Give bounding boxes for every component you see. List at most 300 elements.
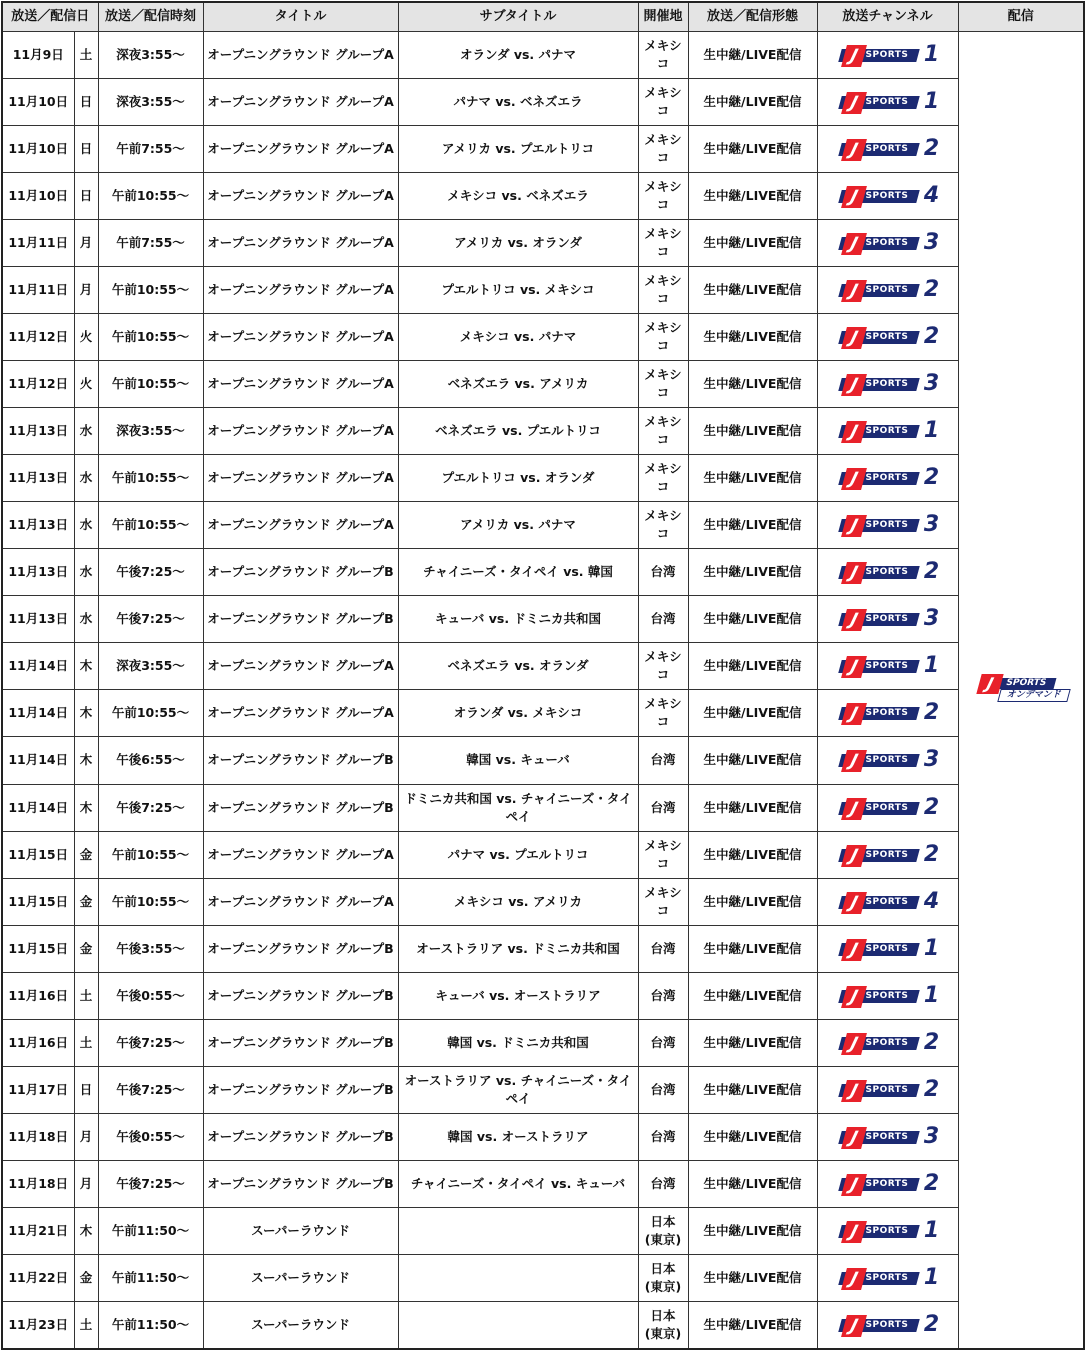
logo-j: J — [841, 327, 867, 349]
cell-time: 午後0:55～ — [98, 972, 203, 1019]
ondemand-text: オンデマンド — [997, 689, 1070, 702]
logo-text: SPORTS — [865, 1273, 909, 1284]
cell-channel — [817, 125, 958, 172]
logo-j: J — [841, 845, 867, 867]
cell-format: 生中継/LIVE配信 — [688, 1019, 817, 1066]
cell-title: オープニングラウンド グループA — [203, 78, 398, 125]
logo-text: SPORTS — [865, 1131, 909, 1142]
j-sports-logo-icon — [836, 940, 918, 958]
cell-title: オープニングラウンド グループA — [203, 690, 398, 737]
cell-channel — [817, 266, 958, 313]
cell-weekday: 木 — [74, 1208, 98, 1255]
channel-number: 2 — [923, 841, 940, 867]
cell-channel — [817, 1208, 958, 1255]
logo-j: J — [841, 798, 867, 820]
cell-subtitle: キューバ vs. ドミニカ共和国 — [398, 596, 638, 643]
logo-j: J — [841, 703, 867, 725]
cell-subtitle: オーストラリア vs. ドミニカ共和国 — [398, 925, 638, 972]
logo-j: J — [841, 562, 867, 584]
j-sports-logo-icon — [836, 1081, 918, 1099]
table-row — [2, 31, 1084, 78]
channel-number: 3 — [923, 1123, 940, 1149]
cell-weekday: 土 — [74, 31, 98, 78]
cell-time: 午前10:55～ — [98, 690, 203, 737]
cell-format: 生中継/LIVE配信 — [688, 878, 817, 925]
j-sports-channel-logo — [836, 370, 940, 398]
j-sports-channel-logo — [836, 888, 940, 916]
logo-j: J — [841, 609, 867, 631]
j-sports-channel-logo — [836, 229, 940, 257]
j-sports-ondemand-logo-icon — [971, 670, 1071, 704]
cell-subtitle: メキシコ vs. ベネズエラ — [398, 172, 638, 219]
cell-format: 生中継/LIVE配信 — [688, 737, 817, 784]
cell-weekday: 木 — [74, 643, 98, 690]
j-sports-logo-icon — [836, 46, 918, 64]
cell-venue: メキシコ — [638, 266, 688, 313]
cell-subtitle — [398, 1208, 638, 1255]
logo-text: SPORTS — [865, 378, 909, 389]
cell-time: 午前7:55～ — [98, 125, 203, 172]
cell-subtitle: ベネズエラ vs. オランダ — [398, 643, 638, 690]
header-date: 放送／配信日 — [2, 2, 98, 31]
channel-number: 2 — [923, 559, 940, 585]
cell-subtitle: プエルトリコ vs. メキシコ — [398, 266, 638, 313]
channel-number: 2 — [923, 1076, 940, 1102]
j-sports-channel-logo — [836, 417, 940, 445]
cell-weekday: 月 — [74, 1161, 98, 1208]
cell-channel — [817, 1113, 958, 1160]
logo-j: J — [841, 1268, 867, 1290]
cell-date: 11月15日 — [2, 878, 74, 925]
j-sports-logo-icon — [836, 610, 918, 631]
channel-number: 1 — [923, 653, 940, 679]
table-row — [2, 1066, 1084, 1113]
channel-number: 3 — [923, 512, 940, 538]
cell-time: 午後7:25～ — [98, 549, 203, 596]
cell-venue: メキシコ — [638, 172, 688, 219]
cell-title: オープニングラウンド グループA — [203, 313, 398, 360]
header-subtitle: サブタイトル — [398, 2, 638, 31]
channel-number: 2 — [923, 700, 940, 726]
cell-venue: 台湾 — [638, 925, 688, 972]
logo-text: SPORTS — [865, 943, 909, 954]
cell-format: 生中継/LIVE配信 — [688, 690, 817, 737]
cell-date: 11月13日 — [2, 549, 74, 596]
cell-channel — [817, 690, 958, 737]
channel-number: 1 — [923, 418, 940, 444]
j-sports-channel-logo — [836, 699, 940, 727]
logo-text: SPORTS — [865, 802, 909, 813]
header-channel: 放送チャンネル — [817, 2, 958, 31]
cell-title: オープニングラウンド グループA — [203, 266, 398, 313]
cell-weekday: 月 — [74, 266, 98, 313]
cell-subtitle: プエルトリコ vs. オランダ — [398, 455, 638, 502]
cell-venue: 台湾 — [638, 1066, 688, 1113]
j-sports-channel-logo — [836, 1029, 940, 1057]
j-sports-logo-icon — [836, 893, 918, 911]
cell-time: 午前10:55～ — [98, 172, 203, 219]
j-sports-channel-logo — [836, 841, 940, 869]
cell-time: 深夜3:55～ — [98, 78, 203, 125]
logo-j: J — [841, 280, 867, 302]
cell-weekday: 金 — [74, 878, 98, 925]
table-row — [2, 925, 1084, 972]
header-venue: 開催地 — [638, 2, 688, 31]
j-sports-logo-icon — [836, 187, 918, 205]
cell-venue: メキシコ — [638, 690, 688, 737]
j-sports-channel-logo — [836, 652, 940, 680]
logo-text: SPORTS — [865, 896, 909, 907]
j-sports-logo-icon — [836, 987, 918, 1005]
cell-subtitle: ベネズエラ vs. プエルトリコ — [398, 408, 638, 455]
cell-date: 11月14日 — [2, 690, 74, 737]
cell-date: 11月10日 — [2, 125, 74, 172]
cell-subtitle: オランダ vs. パナマ — [398, 31, 638, 78]
table-row — [2, 784, 1084, 831]
cell-time: 午前10:55～ — [98, 831, 203, 878]
cell-weekday: 土 — [74, 1019, 98, 1066]
cell-date: 11月15日 — [2, 831, 74, 878]
table-row — [2, 1113, 1084, 1160]
cell-venue: 台湾 — [638, 737, 688, 784]
cell-venue: 日本 (東京) — [638, 1302, 688, 1349]
cell-date: 11月9日 — [2, 31, 74, 78]
cell-format: 生中継/LIVE配信 — [688, 1302, 817, 1349]
cell-subtitle — [398, 1255, 638, 1302]
channel-number: 1 — [923, 1265, 940, 1291]
channel-number: 2 — [923, 794, 940, 820]
channel-number: 2 — [923, 465, 940, 491]
cell-format: 生中継/LIVE配信 — [688, 408, 817, 455]
header-time: 放送／配信時刻 — [98, 2, 203, 31]
cell-format: 生中継/LIVE配信 — [688, 972, 817, 1019]
cell-channel — [817, 408, 958, 455]
j-sports-logo-icon — [836, 422, 918, 443]
cell-date: 11月14日 — [2, 643, 74, 690]
table-row — [2, 455, 1084, 502]
cell-weekday: 木 — [74, 784, 98, 831]
cell-venue: メキシコ — [638, 643, 688, 690]
cell-weekday: 日 — [74, 78, 98, 125]
cell-date: 11月14日 — [2, 784, 74, 831]
cell-title: オープニングラウンド グループA — [203, 831, 398, 878]
cell-channel — [817, 78, 958, 125]
cell-format: 生中継/LIVE配信 — [688, 1066, 817, 1113]
logo-text: SPORTS — [865, 567, 909, 578]
j-sports-channel-logo — [836, 276, 940, 304]
cell-title: オープニングラウンド グループA — [203, 219, 398, 266]
cell-format: 生中継/LIVE配信 — [688, 172, 817, 219]
logo-text: SPORTS — [865, 849, 909, 860]
cell-venue: メキシコ — [638, 313, 688, 360]
cell-title: オープニングラウンド グループA — [203, 878, 398, 925]
channel-number: 3 — [923, 747, 940, 773]
j-sports-logo-icon — [836, 1222, 918, 1243]
cell-time: 午前10:55～ — [98, 266, 203, 313]
j-sports-channel-logo — [836, 558, 940, 586]
cell-venue: 台湾 — [638, 596, 688, 643]
table-row — [2, 972, 1084, 1019]
cell-format: 生中継/LIVE配信 — [688, 1161, 817, 1208]
table-row — [2, 219, 1084, 266]
cell-title: オープニングラウンド グループB — [203, 737, 398, 784]
channel-number: 1 — [923, 41, 940, 67]
table-row — [2, 313, 1084, 360]
j-sports-logo-icon — [836, 234, 918, 252]
j-sports-logo-icon — [836, 469, 918, 490]
header-row — [2, 2, 1084, 31]
cell-weekday: 水 — [74, 549, 98, 596]
cell-title: スーパーラウンド — [203, 1255, 398, 1302]
j-sports-channel-logo — [836, 135, 940, 163]
cell-title: オープニングラウンド グループB — [203, 549, 398, 596]
cell-channel — [817, 878, 958, 925]
logo-text: SPORTS — [865, 473, 909, 484]
cell-venue: メキシコ — [638, 219, 688, 266]
cell-time: 午前10:55～ — [98, 313, 203, 360]
channel-number: 2 — [923, 1171, 940, 1197]
j-sports-channel-logo — [836, 88, 940, 116]
logo-text: SPORTS — [865, 237, 909, 248]
cell-subtitle: キューバ vs. オーストラリア — [398, 972, 638, 1019]
table-row — [2, 737, 1084, 784]
cell-weekday: 日 — [74, 125, 98, 172]
table-row — [2, 172, 1084, 219]
broadcast-schedule-table — [1, 1, 1085, 1350]
j-sports-logo-icon — [836, 140, 918, 158]
cell-channel — [817, 784, 958, 831]
cell-date: 11月13日 — [2, 408, 74, 455]
j-sports-logo-icon — [836, 328, 918, 346]
table-row — [2, 78, 1084, 125]
j-sports-channel-logo — [836, 1123, 940, 1151]
cell-time: 午後7:25～ — [98, 1019, 203, 1066]
cell-subtitle: 韓国 vs. ドミニカ共和国 — [398, 1019, 638, 1066]
cell-date: 11月17日 — [2, 1066, 74, 1113]
j-sports-channel-logo — [836, 1076, 940, 1104]
cell-time: 午前11:50～ — [98, 1255, 203, 1302]
j-sports-channel-logo — [836, 182, 940, 210]
cell-weekday: 土 — [74, 972, 98, 1019]
j-sports-channel-logo — [836, 511, 940, 539]
logo-j: J — [841, 374, 867, 396]
header-title: タイトル — [203, 2, 398, 31]
table-row — [2, 125, 1084, 172]
table-row — [2, 1302, 1084, 1349]
cell-format: 生中継/LIVE配信 — [688, 925, 817, 972]
cell-subtitle: チャイニーズ・タイペイ vs. キューバ — [398, 1161, 638, 1208]
cell-format: 生中継/LIVE配信 — [688, 549, 817, 596]
channel-number: 3 — [923, 229, 940, 255]
logo-j: J — [841, 1315, 867, 1337]
cell-channel — [817, 831, 958, 878]
table-row — [2, 549, 1084, 596]
logo-j: J — [841, 750, 867, 772]
cell-format: 生中継/LIVE配信 — [688, 360, 817, 407]
j-sports-channel-logo — [836, 935, 940, 963]
cell-date: 11月13日 — [2, 455, 74, 502]
channel-number: 4 — [923, 182, 940, 208]
logo-j: J — [841, 421, 867, 443]
cell-title: スーパーラウンド — [203, 1302, 398, 1349]
cell-time: 午後3:55～ — [98, 925, 203, 972]
cell-venue: 台湾 — [638, 972, 688, 1019]
cell-venue: メキシコ — [638, 31, 688, 78]
cell-time: 午前10:55～ — [98, 455, 203, 502]
table-row — [2, 1019, 1084, 1066]
cell-title: オープニングラウンド グループB — [203, 1019, 398, 1066]
channel-number: 3 — [923, 606, 940, 632]
cell-format: 生中継/LIVE配信 — [688, 1113, 817, 1160]
cell-subtitle: メキシコ vs. パナマ — [398, 313, 638, 360]
cell-format: 生中継/LIVE配信 — [688, 784, 817, 831]
cell-date: 11月12日 — [2, 313, 74, 360]
logo-text: SPORTS — [865, 190, 909, 201]
table-row — [2, 1255, 1084, 1302]
table-row — [2, 831, 1084, 878]
channel-number: 3 — [923, 370, 940, 396]
logo-text: SPORTS — [865, 284, 909, 295]
logo-j: J — [841, 139, 867, 161]
logo-j: J — [841, 892, 867, 914]
cell-date: 11月16日 — [2, 1019, 74, 1066]
cell-channel — [817, 172, 958, 219]
cell-title: オープニングラウンド グループA — [203, 125, 398, 172]
cell-date: 11月14日 — [2, 737, 74, 784]
j-sports-logo-icon — [836, 375, 918, 393]
cell-date: 11月10日 — [2, 172, 74, 219]
j-sports-channel-logo — [836, 794, 940, 822]
cell-subtitle: メキシコ vs. アメリカ — [398, 878, 638, 925]
table-row — [2, 878, 1084, 925]
cell-format: 生中継/LIVE配信 — [688, 219, 817, 266]
cell-subtitle: オーストラリア vs. チャイニーズ・タイペイ — [398, 1066, 638, 1113]
cell-time: 午後7:25～ — [98, 596, 203, 643]
table-row — [2, 1161, 1084, 1208]
j-sports-logo-icon — [836, 1269, 918, 1290]
cell-format: 生中継/LIVE配信 — [688, 643, 817, 690]
cell-subtitle: ドミニカ共和国 vs. チャイニーズ・タイペイ — [398, 784, 638, 831]
cell-streaming — [958, 31, 1084, 1349]
cell-date: 11月18日 — [2, 1161, 74, 1208]
cell-channel — [817, 455, 958, 502]
cell-format: 生中継/LIVE配信 — [688, 78, 817, 125]
logo-text: SPORTS — [865, 1226, 909, 1237]
j-sports-channel-logo — [836, 323, 940, 351]
cell-format: 生中継/LIVE配信 — [688, 502, 817, 549]
j-sports-logo-icon — [836, 1316, 918, 1334]
cell-venue: 台湾 — [638, 784, 688, 831]
cell-subtitle: パナマ vs. ベネズエラ — [398, 78, 638, 125]
cell-weekday: 火 — [74, 360, 98, 407]
logo-j: J — [841, 45, 867, 67]
logo-j: J — [841, 1127, 867, 1149]
cell-title: オープニングラウンド グループA — [203, 360, 398, 407]
cell-weekday: 月 — [74, 219, 98, 266]
table-row — [2, 1208, 1084, 1255]
table-row — [2, 690, 1084, 737]
cell-venue: メキシコ — [638, 831, 688, 878]
header-streaming: 配信 — [958, 2, 1084, 31]
cell-venue: メキシコ — [638, 78, 688, 125]
j-sports-channel-logo — [836, 1170, 940, 1198]
cell-title: スーパーラウンド — [203, 1208, 398, 1255]
cell-format: 生中継/LIVE配信 — [688, 313, 817, 360]
j-sports-logo-icon — [836, 704, 918, 725]
cell-format: 生中継/LIVE配信 — [688, 831, 817, 878]
cell-weekday: 日 — [74, 1066, 98, 1113]
channel-number: 2 — [923, 276, 940, 302]
cell-time: 午後7:25～ — [98, 1066, 203, 1113]
cell-date: 11月15日 — [2, 925, 74, 972]
j-sports-channel-logo — [836, 746, 940, 774]
j-sports-channel-logo — [836, 1311, 940, 1339]
cell-subtitle: チャイニーズ・タイペイ vs. 韓国 — [398, 549, 638, 596]
j-sports-logo-icon — [836, 1034, 918, 1052]
cell-weekday: 水 — [74, 455, 98, 502]
cell-channel — [817, 1019, 958, 1066]
table-row — [2, 266, 1084, 313]
j-sports-logo-icon — [836, 657, 918, 678]
logo-j: J — [841, 939, 867, 961]
table-row — [2, 408, 1084, 455]
cell-subtitle: 韓国 vs. オーストラリア — [398, 1113, 638, 1160]
cell-date: 11月10日 — [2, 78, 74, 125]
table-row — [2, 643, 1084, 690]
cell-channel — [817, 313, 958, 360]
cell-channel — [817, 596, 958, 643]
logo-j: J — [841, 986, 867, 1008]
cell-date: 11月13日 — [2, 596, 74, 643]
cell-channel — [817, 1066, 958, 1113]
cell-subtitle: アメリカ vs. パナマ — [398, 502, 638, 549]
logo-j: J — [841, 233, 867, 255]
logo-j: J — [841, 92, 867, 114]
cell-weekday: 水 — [74, 596, 98, 643]
channel-number: 1 — [923, 1218, 940, 1244]
cell-subtitle: オランダ vs. メキシコ — [398, 690, 638, 737]
table-row — [2, 596, 1084, 643]
logo-j: J — [841, 1221, 867, 1243]
j-sports-logo-icon — [836, 563, 918, 584]
cell-venue: 日本 (東京) — [638, 1208, 688, 1255]
cell-channel — [817, 502, 958, 549]
cell-title: オープニングラウンド グループB — [203, 596, 398, 643]
channel-number: 2 — [923, 135, 940, 161]
cell-title: オープニングラウンド グループA — [203, 643, 398, 690]
logo-j: J — [841, 656, 867, 678]
cell-format: 生中継/LIVE配信 — [688, 266, 817, 313]
channel-number: 1 — [923, 935, 940, 961]
cell-weekday: 火 — [74, 313, 98, 360]
logo-text: SPORTS — [995, 678, 1056, 689]
cell-format: 生中継/LIVE配信 — [688, 125, 817, 172]
cell-subtitle: アメリカ vs. オランダ — [398, 219, 638, 266]
channel-number: 2 — [923, 323, 940, 349]
logo-text: SPORTS — [865, 1084, 909, 1095]
logo-text: SPORTS — [865, 990, 909, 1001]
j-sports-logo-icon — [836, 846, 918, 864]
logo-text: SPORTS — [865, 1179, 909, 1190]
cell-subtitle: パナマ vs. プエルトリコ — [398, 831, 638, 878]
cell-venue: 台湾 — [638, 1019, 688, 1066]
cell-time: 深夜3:55～ — [98, 31, 203, 78]
logo-text: SPORTS — [865, 1037, 909, 1048]
logo-text: SPORTS — [865, 143, 909, 154]
cell-venue: メキシコ — [638, 360, 688, 407]
cell-subtitle: 韓国 vs. キューバ — [398, 737, 638, 784]
j-sports-logo-icon — [836, 516, 918, 537]
